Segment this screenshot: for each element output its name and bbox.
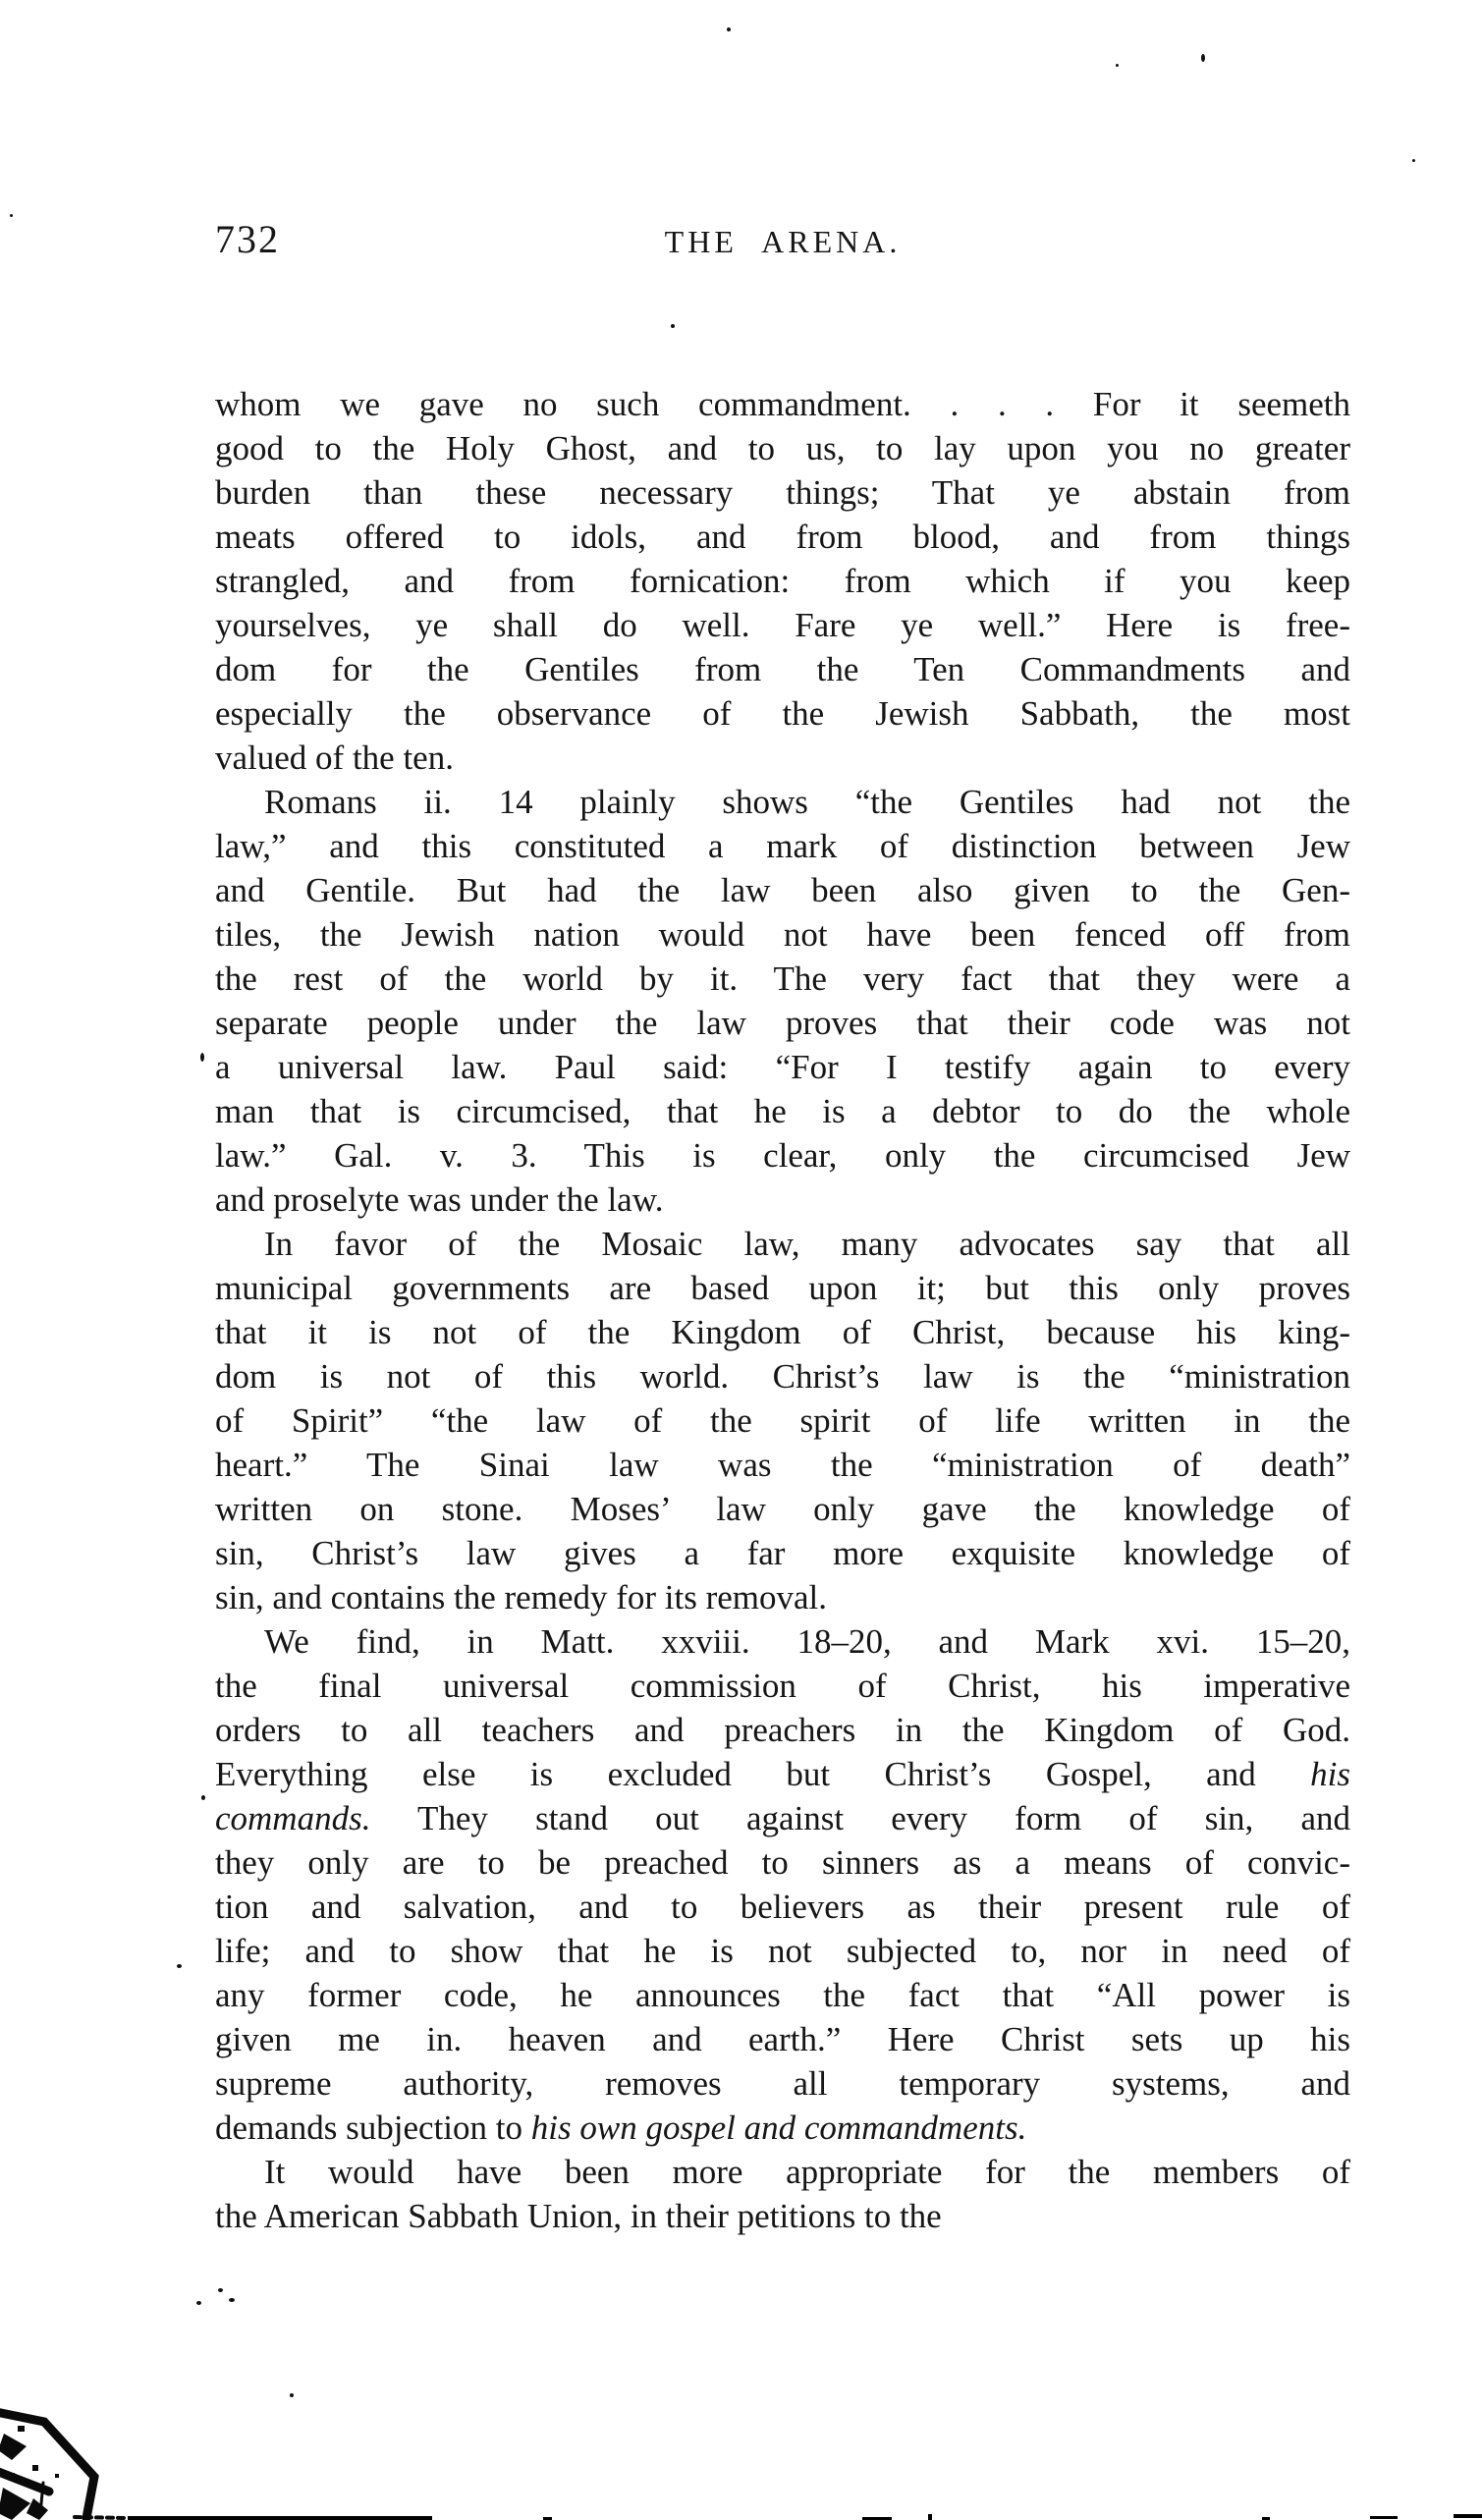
- text-segment: We find, in Matt. xxviii. 18–20, and Mark xvi. 15–20,: [264, 1622, 1350, 1661]
- paragraph: [215, 1619, 1350, 2150]
- paragraph: [215, 2150, 1350, 2238]
- text-segment: Everything else is excluded but Christ’s Gospel, and: [215, 1755, 1311, 1793]
- text-segment: life; and to show that he is not subjected to, nor in need of: [215, 1932, 1350, 1970]
- text-segment: demands subjection to: [215, 2109, 531, 2147]
- text-line: [215, 559, 1350, 603]
- text-segment: good to the Holy Ghost, and to us, to lay upon you no greater: [215, 429, 1350, 467]
- text-line: [215, 691, 1350, 736]
- scan-speck: [1412, 159, 1415, 162]
- text-line: [215, 1619, 1350, 1664]
- text-line: [215, 1575, 1350, 1619]
- text-line: [215, 2017, 1350, 2061]
- text-line: [215, 2194, 1350, 2238]
- text-segment: any former code, he announces the fact that “All power is: [215, 1976, 1350, 2014]
- text-segment: they only are to be preached to sinners as a means of convic-: [215, 1843, 1350, 1882]
- text-line: [215, 1266, 1350, 1310]
- text-segment: meats offered to idols, and from blood, and from things: [215, 518, 1350, 556]
- text-line: [215, 647, 1350, 691]
- text-segment: of Spirit” “the law of the spirit of life written in the: [215, 1401, 1350, 1440]
- scan-speck: [229, 2298, 235, 2302]
- paragraph: [215, 780, 1350, 1222]
- text-segment: sin, Christ’s law gives a far more exquisite knowledge of: [215, 1534, 1350, 1572]
- text-line: [215, 426, 1350, 470]
- scan-speck: [727, 27, 731, 31]
- text-line: [215, 1929, 1350, 1973]
- italic-text-segment: his own gospel and commandments.: [530, 2109, 1027, 2147]
- text-line: [215, 1664, 1350, 1708]
- text-line: [215, 1973, 1350, 2017]
- scan-speck: [177, 1964, 182, 1968]
- text-segment: and Gentile. But had the law been also given to the Gen-: [215, 871, 1350, 909]
- text-line: [215, 1531, 1350, 1575]
- text-line: [215, 1001, 1350, 1045]
- text-line: [215, 1354, 1350, 1398]
- text-line: [215, 1885, 1350, 1929]
- scan-edge-line: [1370, 2516, 1398, 2519]
- scan-speck: [200, 1053, 204, 1062]
- text-line: [215, 1398, 1350, 1443]
- text-segment: law,” and this constituted a mark of distinction between Jew: [215, 827, 1350, 865]
- text-segment: man that is circumcised, that he is a debtor to do the whole: [215, 1092, 1350, 1130]
- running-title: THE ARENA.: [664, 224, 902, 259]
- text-segment: In favor of the Mosaic law, many advocates say that all: [264, 1225, 1350, 1263]
- text-line: [215, 1310, 1350, 1354]
- text-line: [215, 912, 1350, 957]
- text-line: [215, 1178, 1350, 1222]
- text-segment: the rest of the world by it. The very fact that they were a: [215, 959, 1350, 998]
- text-segment: whom we gave no such commandment. . . . For it seemeth: [215, 385, 1350, 423]
- library-stamp-mark: [0, 2377, 167, 2520]
- paragraph: [215, 1222, 1350, 1619]
- text-line: [215, 382, 1350, 426]
- scan-speck: [196, 2301, 201, 2305]
- text-segment: Romans ii. 14 plainly shows “the Gentiles had not the: [264, 783, 1350, 821]
- text-line: [215, 1708, 1350, 1752]
- italic-text-segment: commands.: [215, 1799, 371, 1837]
- text-line: [215, 515, 1350, 559]
- text-line: [215, 2150, 1350, 2194]
- page-body: [215, 382, 1350, 2238]
- scan-speck: [201, 1795, 205, 1800]
- text-segment: heart.” The Sinai law was the “ministration of death”: [215, 1446, 1350, 1484]
- text-segment: the final universal commission of Christ, his imperative: [215, 1667, 1350, 1705]
- text-line: [215, 470, 1350, 515]
- text-line: [215, 1443, 1350, 1487]
- text-segment: yourselves, ye shall do well. Fare ye well.” Here is free-: [215, 606, 1350, 644]
- text-segment: tion and salvation, and to believers as their present rule of: [215, 1888, 1350, 1926]
- text-segment: orders to all teachers and preachers in the Kingdom of God.: [215, 1711, 1350, 1749]
- text-segment: It would have been more appropriate for the members of: [264, 2153, 1350, 2191]
- text-line: [215, 2061, 1350, 2106]
- paragraph: [215, 382, 1350, 780]
- text-segment: valued of the ten.: [215, 739, 454, 777]
- scan-speck: [1201, 54, 1205, 62]
- italic-text-segment: his: [1310, 1755, 1350, 1793]
- text-segment: sin, and contains the remedy for its removal.: [215, 1578, 828, 1616]
- text-segment: separate people under the law proves that their code was not: [215, 1004, 1350, 1042]
- text-line: [215, 1796, 1350, 1840]
- text-line: [215, 1487, 1350, 1531]
- text-segment: They stand out against every form of sin, and: [370, 1799, 1350, 1837]
- text-segment: burden than these necessary things; That ye abstain from: [215, 473, 1350, 512]
- scan-speck: [218, 2288, 223, 2292]
- text-segment: municipal governments are based upon it; but this only proves: [215, 1269, 1350, 1307]
- text-segment: the American Sabbath Union, in their petitions to the: [215, 2197, 942, 2235]
- text-segment: and proselyte was under the law.: [215, 1180, 664, 1219]
- text-line: [215, 957, 1350, 1001]
- text-segment: dom is not of this world. Christ’s law is the “ministration: [215, 1357, 1350, 1396]
- text-segment: strangled, and from fornication: from which if you keep: [215, 562, 1350, 600]
- scan-edge-line: [1454, 2514, 1482, 2518]
- text-line: [215, 1089, 1350, 1133]
- text-line: [215, 1222, 1350, 1266]
- scan-speck: [671, 324, 675, 328]
- text-segment: given me in. heaven and earth.” Here Christ sets up his: [215, 2020, 1350, 2058]
- scan-speck: [290, 2393, 294, 2397]
- text-line: [215, 1752, 1350, 1796]
- text-segment: dom for the Gentiles from the Ten Commandments and: [215, 650, 1350, 688]
- text-segment: written on stone. Moses’ law only gave the knowledge of: [215, 1490, 1350, 1528]
- text-segment: supreme authority, removes all temporary systems, and: [215, 2064, 1350, 2103]
- text-line: [215, 1840, 1350, 1885]
- text-line: [215, 2106, 1350, 2150]
- text-line: [215, 780, 1350, 824]
- text-segment: that it is not of the Kingdom of Christ, because his king-: [215, 1313, 1350, 1351]
- text-line: [215, 603, 1350, 647]
- text-line: [215, 736, 1350, 780]
- text-line: [215, 824, 1350, 868]
- text-line: [215, 1133, 1350, 1178]
- text-segment: law.” Gal. v. 3. This is clear, only the circumcised Jew: [215, 1136, 1350, 1175]
- text-segment: especially the observance of the Jewish Sabbath, the most: [215, 694, 1350, 733]
- text-segment: tiles, the Jewish nation would not have been fenced off from: [215, 915, 1350, 954]
- text-line: [215, 868, 1350, 912]
- page-number: 732: [215, 217, 280, 261]
- scan-edge-line: [128, 2516, 432, 2520]
- scan-speck: [1116, 64, 1119, 67]
- text-line: [215, 1045, 1350, 1089]
- scan-edge-line: [928, 2514, 932, 2520]
- text-segment: a universal law. Paul said: “For I testify again to every: [215, 1048, 1350, 1086]
- scan-speck: [10, 214, 13, 217]
